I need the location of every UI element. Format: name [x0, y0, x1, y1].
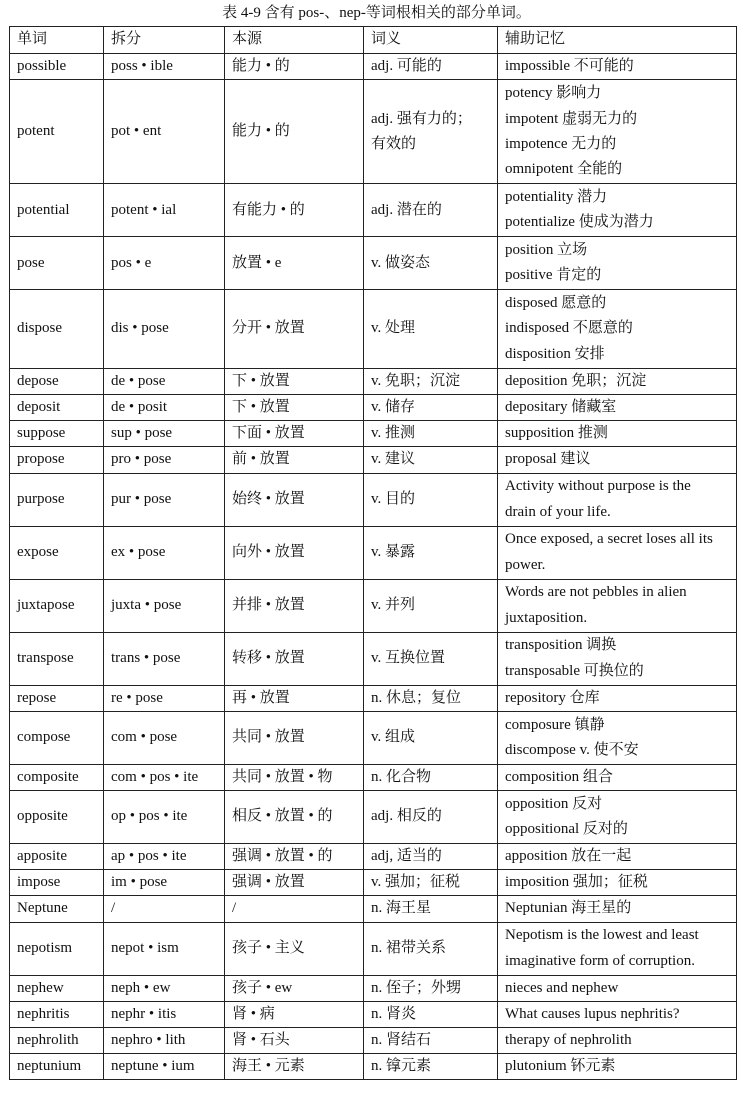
- hint-line: Nepotism is the lowest and least: [505, 927, 699, 944]
- table-row: [10, 843, 737, 869]
- split-cell: neptune • ium: [104, 1054, 225, 1080]
- origin-cell: 相反 • 放置 • 的: [225, 790, 364, 843]
- hint-cell: [498, 421, 737, 447]
- table-row: [10, 473, 737, 526]
- table-body: [10, 54, 737, 1080]
- hint-line: transposition 调换: [505, 637, 617, 654]
- word-cell: compose: [10, 711, 104, 764]
- word-cell: repose: [10, 685, 104, 711]
- table-row: [10, 896, 737, 922]
- hint-line: impossible 不可能的: [505, 58, 634, 74]
- hint-line: deposition 免职；沉淀: [505, 372, 647, 389]
- meaning-cell: [364, 632, 498, 685]
- meaning-cell: [364, 975, 498, 1001]
- meaning-cell: [364, 711, 498, 764]
- meaning-line: v. 推测: [371, 425, 416, 442]
- table-row: [10, 975, 737, 1001]
- meaning-line: v. 处理: [371, 320, 416, 337]
- split-cell: pot • ent: [104, 80, 225, 184]
- hint-line: oppositional 反对的: [505, 820, 628, 837]
- word-cell: transpose: [10, 632, 104, 685]
- meaning-cell: [364, 184, 498, 237]
- hint-line: positive 肯定的: [505, 267, 602, 284]
- hint-line: transposable 可换位的: [505, 662, 644, 679]
- meaning-line: v. 强加；征税: [371, 874, 461, 891]
- meaning-line: adj. 相反的: [371, 808, 442, 825]
- header-meaning: 词义: [364, 27, 498, 54]
- split-cell: im • pose: [104, 870, 225, 896]
- hint-line: plutonium 钚元素: [505, 1058, 616, 1075]
- split-cell: re • pose: [104, 685, 225, 711]
- split-cell: com • pose: [104, 711, 225, 764]
- hint-cell: [498, 54, 737, 80]
- origin-cell: 向外 • 放置: [225, 526, 364, 579]
- table-row: [10, 421, 737, 447]
- header-origin: 本源: [225, 27, 364, 54]
- split-cell: op • pos • ite: [104, 790, 225, 843]
- hint-line: supposition 推测: [505, 425, 608, 442]
- word-cell: expose: [10, 526, 104, 579]
- hint-line: opposition 反对: [505, 795, 603, 812]
- hint-cell: [498, 764, 737, 790]
- origin-cell: 共同 • 放置 • 物: [225, 764, 364, 790]
- split-cell: ex • pose: [104, 526, 225, 579]
- origin-cell: 孩子 • 主义: [225, 922, 364, 975]
- split-cell: pur • pose: [104, 473, 225, 526]
- meaning-cell: [364, 80, 498, 184]
- hint-line: depositary 储藏室: [505, 398, 617, 415]
- split-cell: ap • pos • ite: [104, 843, 225, 869]
- hint-cell: [498, 896, 737, 922]
- table-row: [10, 922, 737, 975]
- table-row: [10, 685, 737, 711]
- meaning-line: v. 互换位置: [371, 649, 446, 666]
- origin-cell: 有能力 • 的: [225, 184, 364, 237]
- origin-cell: 肾 • 病: [225, 1001, 364, 1027]
- meaning-line: v. 免职；沉淀: [371, 372, 461, 389]
- word-cell: dispose: [10, 290, 104, 369]
- origin-cell: 强调 • 放置 • 的: [225, 843, 364, 869]
- meaning-cell: [364, 1027, 498, 1053]
- hint-line: composition 组合: [505, 768, 613, 785]
- hint-cell: [498, 1054, 737, 1080]
- hint-line: apposition 放在一起: [505, 847, 632, 864]
- hint-cell: [498, 394, 737, 420]
- hint-cell: [498, 237, 737, 290]
- meaning-line: adj. 强有力的；: [371, 110, 472, 127]
- roots-table: [9, 26, 737, 1080]
- hint-cell: [498, 685, 737, 711]
- table-row: [10, 447, 737, 473]
- meaning-cell: [364, 290, 498, 369]
- origin-cell: 强调 • 放置: [225, 870, 364, 896]
- split-cell: nepot • ism: [104, 922, 225, 975]
- split-cell: pos • e: [104, 237, 225, 290]
- hint-cell: [498, 975, 737, 1001]
- hint-line: drain of your life.: [505, 503, 611, 520]
- split-cell: potent • ial: [104, 184, 225, 237]
- hint-cell: [498, 184, 737, 237]
- hint-line: imposition 强加；征税: [505, 874, 648, 891]
- meaning-line: v. 储存: [371, 398, 416, 415]
- table-row: [10, 1054, 737, 1080]
- hint-line: impotent 虚弱无力的: [505, 110, 638, 127]
- hint-cell: [498, 579, 737, 632]
- origin-cell: 共同 • 放置: [225, 711, 364, 764]
- origin-cell: 下 • 放置: [225, 368, 364, 394]
- meaning-line: v. 做姿态: [371, 254, 431, 271]
- meaning-line: adj. 潜在的: [371, 201, 442, 218]
- word-cell: apposite: [10, 843, 104, 869]
- split-cell: sup • pose: [104, 421, 225, 447]
- hint-line: therapy of nephrolith: [505, 1031, 632, 1048]
- origin-cell: 海王 • 元素: [225, 1054, 364, 1080]
- word-cell: nephritis: [10, 1001, 104, 1027]
- hint-line: disposed 愿意的: [505, 295, 607, 312]
- meaning-line: v. 暴露: [371, 543, 416, 560]
- origin-cell: 始终 • 放置: [225, 473, 364, 526]
- meaning-line: v. 目的: [371, 490, 416, 507]
- word-cell: deposit: [10, 394, 104, 420]
- hint-line: position 立场: [505, 242, 588, 258]
- hint-cell: [498, 870, 737, 896]
- hint-cell: [498, 1027, 737, 1053]
- table-row: [10, 579, 737, 632]
- word-cell: nephrolith: [10, 1027, 104, 1053]
- hint-cell: [498, 447, 737, 473]
- split-cell: juxta • pose: [104, 579, 225, 632]
- hint-line: composure 镇静: [505, 716, 605, 733]
- meaning-line: adj, 适当的: [371, 847, 442, 864]
- origin-cell: 孩子 • ew: [225, 975, 364, 1001]
- split-cell: poss • ible: [104, 54, 225, 80]
- origin-cell: 能力 • 的: [225, 54, 364, 80]
- split-cell: nephr • itis: [104, 1001, 225, 1027]
- meaning-cell: [364, 237, 498, 290]
- meaning-cell: [364, 447, 498, 473]
- word-cell: juxtapose: [10, 579, 104, 632]
- hint-line: What causes lupus nephritis?: [505, 1005, 680, 1022]
- header-split: 拆分: [104, 27, 225, 54]
- header-word: 单词: [10, 27, 104, 54]
- meaning-line: n. 海王星: [371, 900, 432, 917]
- origin-cell: 并排 • 放置: [225, 579, 364, 632]
- meaning-line: n. 侄子；外甥: [371, 979, 462, 996]
- word-cell: nepotism: [10, 922, 104, 975]
- table-row: [10, 54, 737, 80]
- meaning-cell: [364, 843, 498, 869]
- split-cell: de • pose: [104, 368, 225, 394]
- hint-line: Neptunian 海王星的: [505, 900, 632, 917]
- table-row: [10, 870, 737, 896]
- word-cell: Neptune: [10, 896, 104, 922]
- origin-cell: /: [225, 896, 364, 922]
- table-row: [10, 80, 737, 184]
- meaning-cell: [364, 473, 498, 526]
- hint-line: Words are not pebbles in alien: [505, 584, 687, 601]
- meaning-cell: [364, 394, 498, 420]
- word-cell: pose: [10, 237, 104, 290]
- word-cell: propose: [10, 447, 104, 473]
- hint-line: nieces and nephew: [505, 979, 619, 996]
- word-cell: potential: [10, 184, 104, 237]
- word-cell: possible: [10, 54, 104, 80]
- table-row: [10, 237, 737, 290]
- hint-line: potentiality 潜力: [505, 189, 608, 205]
- origin-cell: 肾 • 石头: [225, 1027, 364, 1053]
- table-caption: 表 4-9 含有 pos-、nep-等词根相关的部分单词。: [222, 5, 531, 21]
- hint-cell: [498, 290, 737, 369]
- meaning-line: v. 组成: [371, 729, 416, 746]
- hint-line: potency 影响力: [505, 85, 602, 102]
- meaning-cell: [364, 790, 498, 843]
- hint-cell: [498, 711, 737, 764]
- hint-cell: [498, 80, 737, 184]
- meaning-line: n. 休息；复位: [371, 689, 462, 706]
- table-row: [10, 1001, 737, 1027]
- hint-cell: [498, 368, 737, 394]
- table-row: [10, 764, 737, 790]
- meaning-line: 有效的: [371, 135, 417, 152]
- origin-cell: 分开 • 放置: [225, 290, 364, 369]
- meaning-cell: [364, 764, 498, 790]
- hint-line: disposition 安排: [505, 345, 605, 362]
- origin-cell: 下面 • 放置: [225, 421, 364, 447]
- hint-line: juxtaposition.: [505, 609, 588, 626]
- hint-line: potentialize 使成为潜力: [505, 214, 654, 231]
- table-row: [10, 790, 737, 843]
- hint-line: omnipotent 全能的: [505, 160, 623, 177]
- split-cell: nephro • lith: [104, 1027, 225, 1053]
- word-cell: depose: [10, 368, 104, 394]
- meaning-cell: [364, 870, 498, 896]
- hint-cell: [498, 790, 737, 843]
- header-hint: 辅助记忆: [498, 27, 737, 54]
- hint-line: discompose v. 使不安: [505, 741, 639, 758]
- meaning-cell: [364, 368, 498, 394]
- table-row: [10, 290, 737, 369]
- word-cell: opposite: [10, 790, 104, 843]
- table-row: [10, 394, 737, 420]
- meaning-cell: [364, 1054, 498, 1080]
- split-cell: neph • ew: [104, 975, 225, 1001]
- origin-cell: 能力 • 的: [225, 80, 364, 184]
- hint-cell: [498, 473, 737, 526]
- meaning-line: n. 化合物: [371, 768, 432, 785]
- meaning-cell: [364, 922, 498, 975]
- hint-line: proposal 建议: [505, 451, 591, 468]
- meaning-cell: [364, 526, 498, 579]
- meaning-line: v. 建议: [371, 451, 416, 468]
- table-row: [10, 711, 737, 764]
- table-row: [10, 184, 737, 237]
- word-cell: nephew: [10, 975, 104, 1001]
- origin-cell: 放置 • e: [225, 237, 364, 290]
- meaning-line: n. 裙带关系: [371, 939, 447, 956]
- hint-cell: [498, 526, 737, 579]
- table-row: [10, 368, 737, 394]
- hint-cell: [498, 632, 737, 685]
- origin-cell: 转移 • 放置: [225, 632, 364, 685]
- meaning-line: n. 肾结石: [371, 1031, 432, 1048]
- hint-cell: [498, 922, 737, 975]
- table-row: [10, 526, 737, 579]
- header-row: [10, 27, 737, 54]
- split-cell: dis • pose: [104, 290, 225, 369]
- meaning-cell: [364, 685, 498, 711]
- meaning-cell: [364, 896, 498, 922]
- hint-line: power.: [505, 556, 546, 573]
- split-cell: /: [104, 896, 225, 922]
- word-cell: neptunium: [10, 1054, 104, 1080]
- word-cell: composite: [10, 764, 104, 790]
- origin-cell: 下 • 放置: [225, 394, 364, 420]
- table-row: [10, 632, 737, 685]
- split-cell: com • pos • ite: [104, 764, 225, 790]
- meaning-cell: [364, 1001, 498, 1027]
- split-cell: pro • pose: [104, 447, 225, 473]
- meaning-cell: [364, 421, 498, 447]
- table-row: [10, 1027, 737, 1053]
- hint-line: Once exposed, a secret loses all its: [505, 531, 713, 548]
- hint-line: repository 仓库: [505, 689, 600, 706]
- origin-cell: 前 • 放置: [225, 447, 364, 473]
- hint-line: imaginative form of corruption.: [505, 952, 695, 969]
- hint-line: Activity without purpose is the: [505, 478, 691, 495]
- origin-cell: 再 • 放置: [225, 685, 364, 711]
- hint-line: indisposed 不愿意的: [505, 320, 633, 337]
- hint-cell: [498, 843, 737, 869]
- word-cell: suppose: [10, 421, 104, 447]
- word-cell: potent: [10, 80, 104, 184]
- meaning-line: n. 镎元素: [371, 1058, 432, 1075]
- meaning-line: adj. 可能的: [371, 58, 442, 74]
- meaning-line: n. 肾炎: [371, 1005, 417, 1022]
- word-cell: purpose: [10, 473, 104, 526]
- hint-cell: [498, 1001, 737, 1027]
- split-cell: trans • pose: [104, 632, 225, 685]
- hint-line: impotence 无力的: [505, 135, 617, 152]
- meaning-cell: [364, 579, 498, 632]
- word-cell: impose: [10, 870, 104, 896]
- meaning-cell: [364, 54, 498, 80]
- meaning-line: v. 并列: [371, 596, 416, 613]
- split-cell: de • posit: [104, 394, 225, 420]
